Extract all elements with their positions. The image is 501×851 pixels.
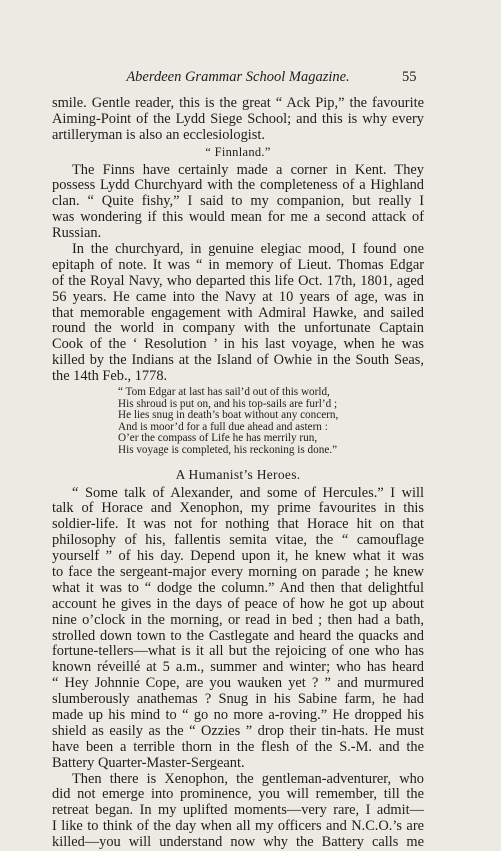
text-line: Cook of the ‘ Resolution ’ in his last voyage, when he was [52, 336, 424, 353]
text-line: what it was to “ dodge the column.” And then that delightful [52, 579, 424, 596]
text-line: Battery Quarter-Master-Sergeant. [52, 754, 245, 771]
text-line: have been a terrible thorn in the flesh of the S.-M. and the [52, 738, 424, 755]
text-line: possess Lydd Churchyard with the completeness of a Highland [52, 177, 424, 194]
article-body [52, 96, 424, 851]
text-line: talk of Horace and Xenophon, my prime favourites in this [52, 500, 424, 517]
text-line: fortune-tellers—what is it all but the rejoicing of one who has [52, 643, 424, 660]
section-heading: A Humanist’s Heroes. [175, 466, 301, 482]
text-line: 56 years. He came into the Navy at 10 years of age, was in [52, 288, 424, 305]
text-line: epitaph of note. It was “ in memory of Lieut. Thomas Edgar [52, 256, 424, 273]
text-line: known réveillé at 5 a.m., summer and winter; who has heard [52, 659, 424, 676]
text-line: soldier-life. It was not for nothing that Horace hit on that [52, 516, 424, 533]
text-line: strolled down town to the Castlegate and heard the quacks and [52, 627, 424, 644]
paragraph [52, 242, 424, 385]
paragraph [52, 486, 424, 772]
poem-line: His voyage is completed, his reckoning is done.” [118, 444, 338, 457]
text-line: was wondering if this would mean for me a second attack of [52, 209, 424, 226]
paragraph [52, 96, 424, 144]
poem-line: He lies snug in death’s boat without any concern, [118, 409, 339, 422]
page-number: 55 [402, 69, 417, 85]
text-line: shield as easily as the “ Ozzies ” drop their tin-hats. He must [52, 722, 424, 739]
text-line: of the Royal Navy, who departed this life Oct. 17th, 1801, aged [52, 272, 424, 289]
text-line: Russian. [52, 225, 102, 242]
poem-line: His shroud is put on, and his top-sails are furl’d ; [118, 397, 338, 410]
text-line: yourself ” of his day. Depend upon it, he knew what it was [52, 548, 424, 565]
section-heading: “ Finnland.” [205, 144, 271, 159]
text-line: smile. Gentle reader, this is the great “ Ack Pip,” the favourite [52, 95, 424, 111]
text-line: I like to think of the day when all my officers and N.C.O.’s are [52, 818, 424, 835]
text-line: account he gives in the days of peace of how he got up about [52, 595, 424, 612]
text-line: killed—you will understand now why the Battery calls me [52, 834, 424, 851]
text-line: retreat began. In my uplifted moments—very rare, I admit— [52, 802, 424, 819]
text-line: In the churchyard, in genuine elegiac mood, I found one [72, 241, 424, 258]
poem-line: And is moor’d for a full due ahead and astern : [118, 420, 328, 433]
text-line: “ Some talk of Alexander, and some of Hercules.” I will [72, 484, 424, 501]
text-line: round the world in company with the unfortunate Captain [52, 320, 424, 337]
text-line: The Finns have certainly made a corner in Kent. They [72, 161, 424, 178]
text-line: that memorable engagement with Admiral Hawke, and sailed [52, 304, 424, 321]
text-line: killed by the Indians at the Island of Owhie in the South Seas, [52, 352, 424, 369]
text-line: artilleryman is also an ecclesiologist. [52, 126, 265, 143]
paragraph [52, 163, 424, 242]
text-line: to face the sergeant-major every morning on parade ; he knew [52, 563, 424, 580]
paragraph [52, 772, 424, 851]
text-line: the 14th Feb., 1778. [52, 368, 168, 385]
text-line: “ Hey Johnnie Cope, are you wauken yet ? ” and murmured [52, 675, 424, 692]
text-line: slumberously anathemas ? Snug in his Sabine farm, he had [52, 691, 424, 708]
text-line: nine o’clock in the morning, or read in bed ; then had a bath, [52, 611, 424, 628]
text-line: did not emerge into prominence, you will remember, till the [52, 786, 424, 803]
running-header: Aberdeen Grammar School Magazine. [126, 69, 350, 85]
text-line: clan. “ Quite fishy,” I said to my companion, but really I [52, 193, 424, 210]
text-line: Then there is Xenophon, the gentleman-adventurer, who [72, 770, 424, 787]
text-line: philosophy of his, fallentis semita vitae, the “ camouflage [52, 532, 424, 549]
poem-line: O’er the compass of Life he has merrily run, [118, 432, 318, 445]
text-line: Aiming-Point of the Lydd Siege School; and this is why every [52, 110, 424, 127]
epitaph-poem [118, 387, 424, 457]
text-line: made up his mind to “ go no more a-roving.” He dropped his [52, 706, 424, 723]
poem-line: “ Tom Edgar at last has sail’d out of this world, [118, 386, 330, 399]
